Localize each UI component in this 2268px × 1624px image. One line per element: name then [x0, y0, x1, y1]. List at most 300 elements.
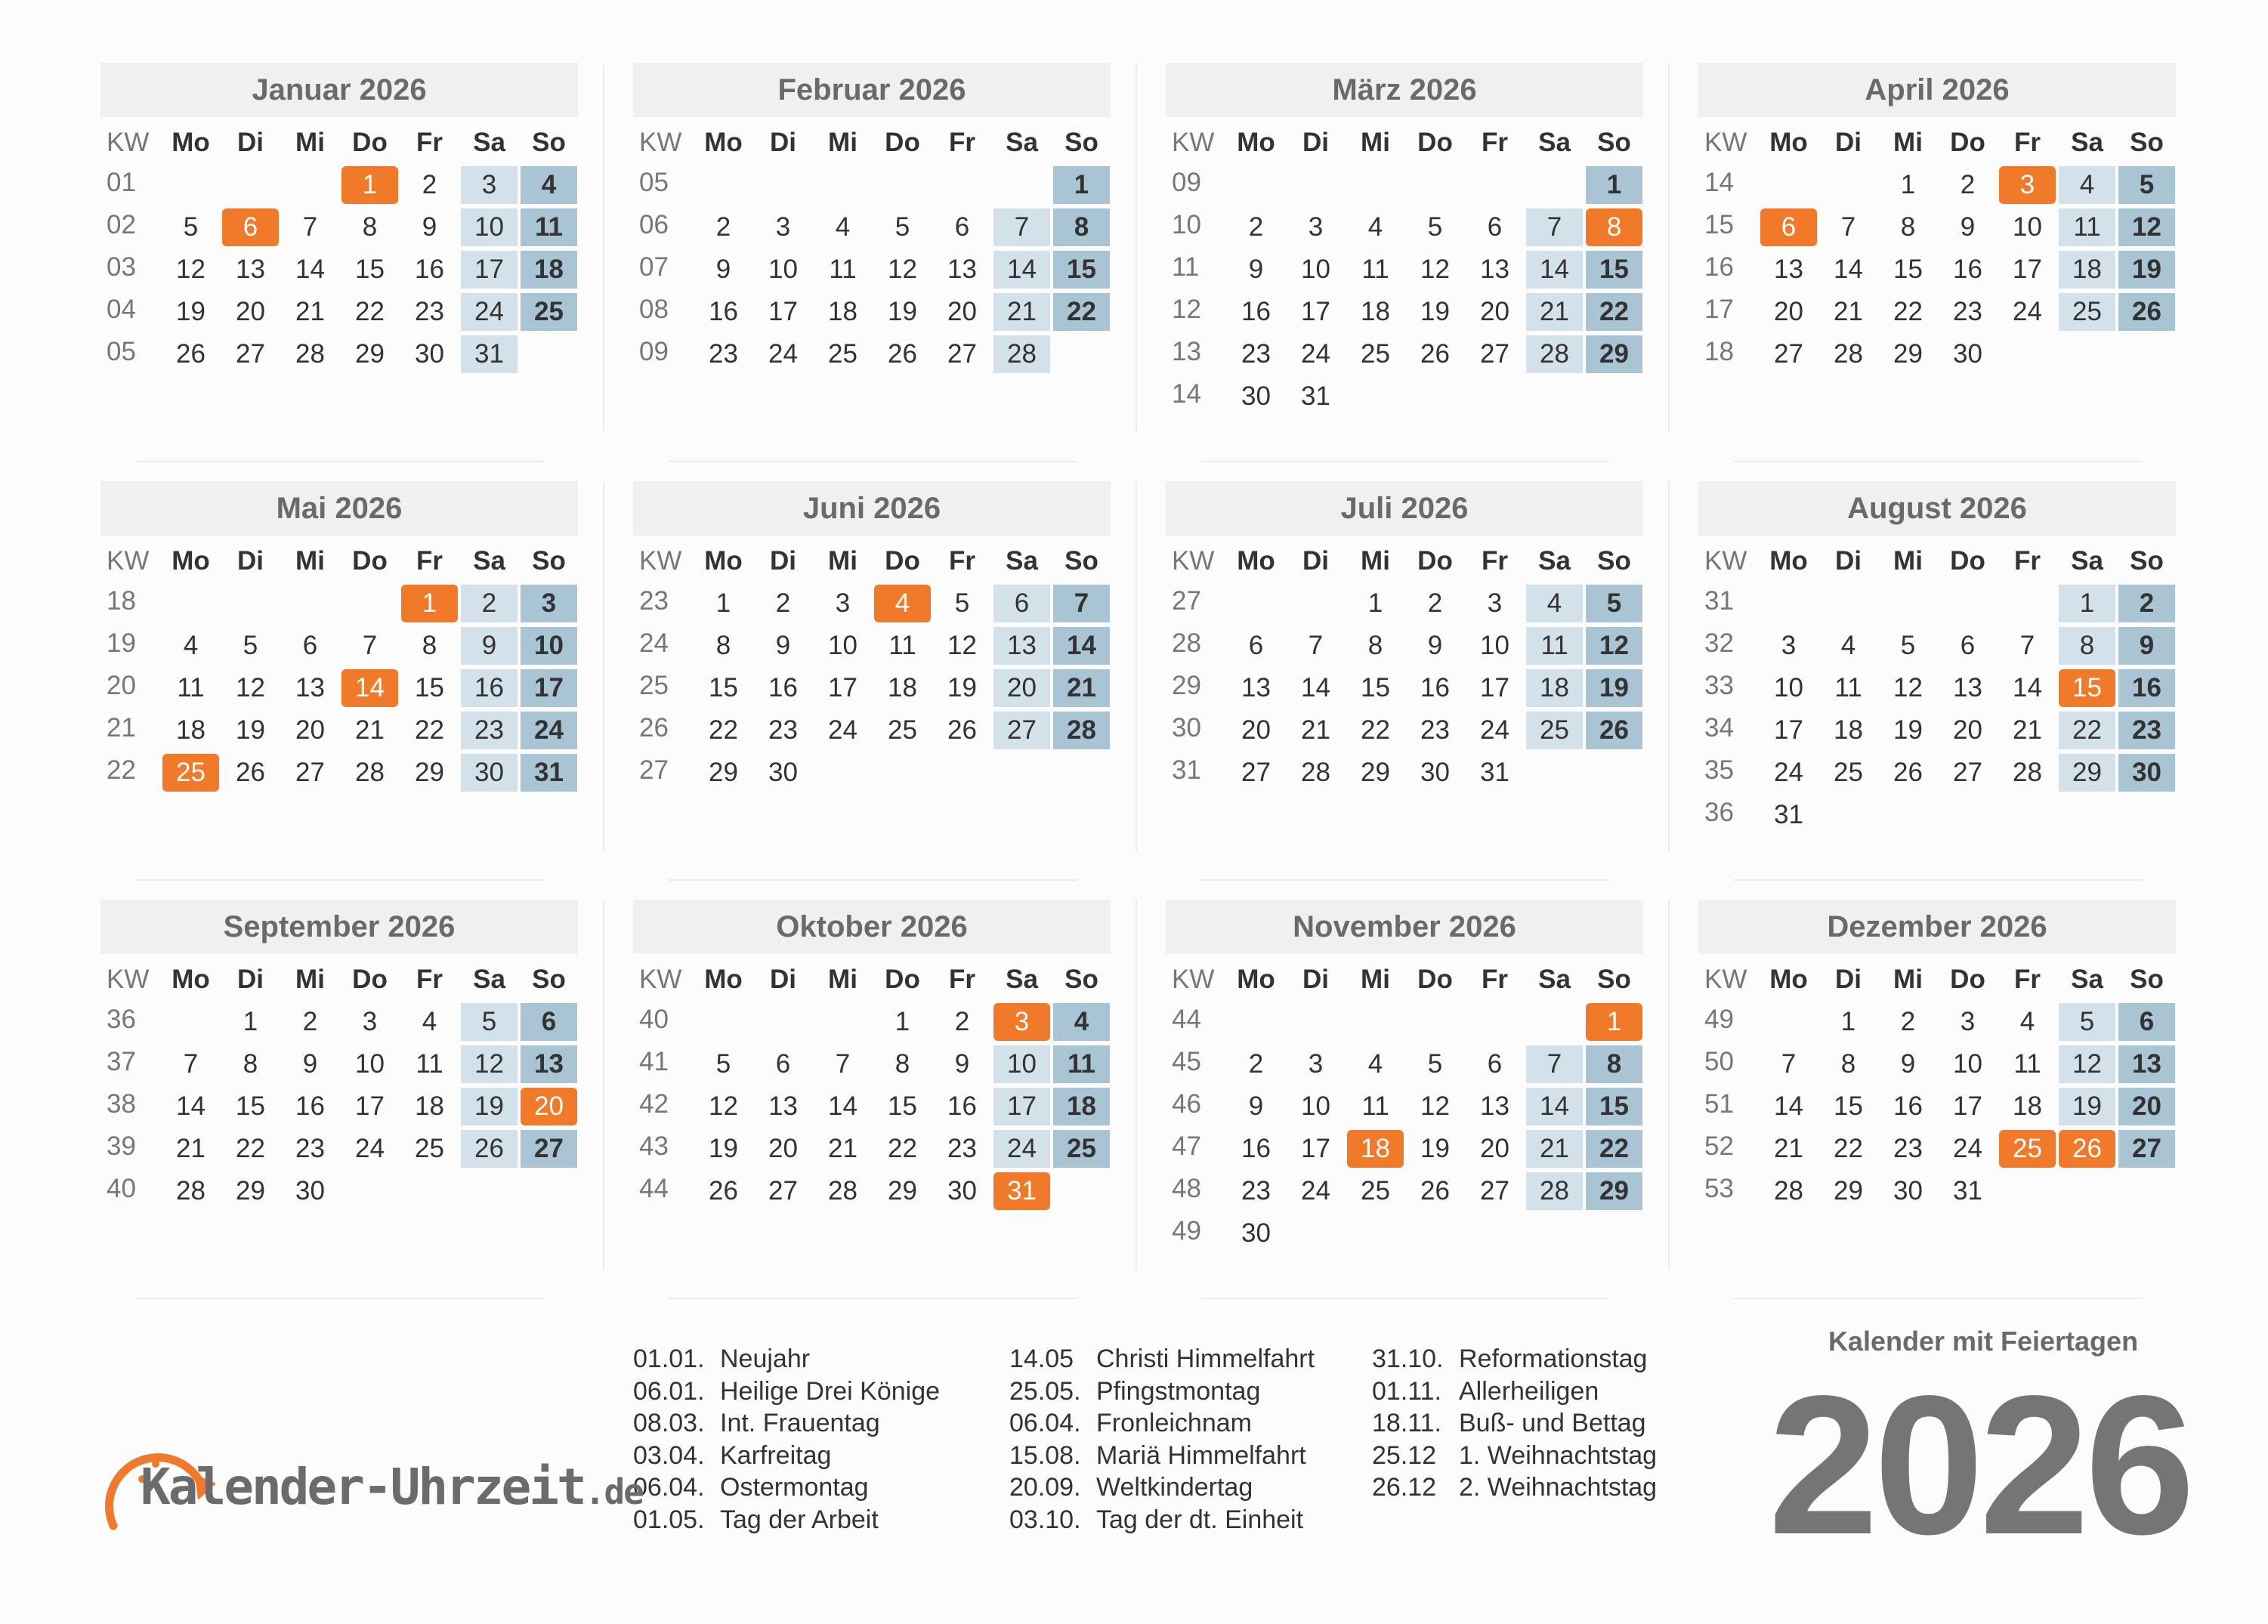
weekday-header: Di: [1835, 128, 1862, 157]
holiday-entry: [633, 1471, 940, 1504]
holiday-entry: [1009, 1504, 1315, 1536]
week-number: 06: [639, 210, 669, 239]
column-divider: [1136, 900, 1137, 1270]
day-cell: 19: [236, 715, 265, 745]
empty-day-cell: [873, 164, 932, 206]
day-cell: 19: [1584, 667, 1644, 709]
day-cell: 9: [715, 255, 731, 284]
weekday-header: Mo: [704, 965, 743, 994]
empty-day-cell: [161, 582, 221, 625]
holiday-name: 1. Weihnachtstag: [1459, 1440, 1658, 1470]
weekday-header: So: [1597, 546, 1631, 576]
week-number-header: KW: [107, 128, 150, 157]
empty-day-cell: [1759, 582, 1818, 625]
week-number: 47: [1172, 1132, 1201, 1161]
row-divider: [1201, 1298, 1609, 1299]
week-number: 53: [1704, 1174, 1734, 1203]
day-cell: 8: [243, 1049, 258, 1079]
day-cell: 15: [1834, 1091, 1863, 1121]
weekday-header: Do: [885, 965, 920, 994]
day-cell: 4: [1367, 1049, 1383, 1079]
day-cell: 8: [1584, 1043, 1644, 1085]
empty-day-cell: [280, 582, 340, 625]
day-cell: 6: [1248, 631, 1264, 660]
empty-day-cell: [1938, 794, 1998, 836]
weekday-header: Mo: [1769, 546, 1808, 576]
day-cell: 11: [1052, 1043, 1111, 1085]
holiday-day-cell: 6: [221, 206, 280, 249]
day-cell: 21: [176, 1134, 205, 1163]
day-cell: 13: [1480, 255, 1509, 284]
empty-day-cell: [1346, 1001, 1405, 1043]
week-number: 14: [1172, 379, 1201, 409]
day-cell: 10: [1301, 1091, 1330, 1121]
weekday-header: Do: [1417, 965, 1453, 994]
day-cell: 9: [775, 631, 791, 660]
holiday-day-cell: 25: [161, 752, 221, 794]
day-cell: 21: [1301, 715, 1330, 745]
week-number: 19: [107, 628, 136, 658]
week-number: 11: [1172, 252, 1200, 282]
week-number-header: KW: [1172, 546, 1215, 576]
month-title: April 2026: [1698, 63, 2176, 117]
day-cell: 2: [1248, 1049, 1264, 1079]
holiday-date: 03.10.: [1009, 1505, 1081, 1534]
day-cell: 10: [768, 255, 798, 284]
day-cell: 29: [1834, 1176, 1863, 1206]
holiday-date: 06.04.: [633, 1473, 705, 1502]
day-cell: 8: [895, 1049, 910, 1079]
day-cell: 16: [1420, 673, 1450, 702]
day-cell: 8: [1900, 212, 1916, 242]
holiday-entry: [633, 1504, 940, 1536]
day-cell: 28: [1834, 339, 1863, 369]
day-cell: 1: [1584, 164, 1644, 206]
day-cell: 7: [835, 1049, 851, 1079]
day-cell: 7: [183, 1049, 199, 1079]
day-cell: 29: [1584, 333, 1644, 375]
holiday-entry: [1372, 1375, 1657, 1408]
day-cell: 6: [954, 212, 970, 242]
day-cell: 30: [1241, 1218, 1271, 1248]
day-cell: 11: [177, 673, 205, 702]
day-cell: 12: [176, 255, 205, 284]
holiday-day-cell: 3: [1998, 164, 2057, 206]
day-cell: 17: [355, 1091, 385, 1121]
holiday-entry: [633, 1407, 940, 1440]
weekday-header: Fr: [2014, 546, 2041, 576]
day-cell: 28: [2013, 758, 2042, 787]
empty-day-cell: [1584, 752, 1644, 794]
empty-day-cell: [1525, 164, 1584, 206]
day-cell: 21: [992, 291, 1052, 333]
week-number: 22: [107, 755, 136, 785]
day-cell: 22: [709, 715, 738, 745]
day-cell: 2: [2117, 582, 2177, 625]
holiday-name: Tag der dt. Einheit: [1096, 1505, 1304, 1534]
weekday-header: Mi: [1893, 128, 1923, 157]
week-number: 50: [1704, 1047, 1734, 1076]
day-cell: 10: [355, 1049, 385, 1079]
day-cell: 8: [1367, 631, 1383, 660]
day-cell: 20: [236, 297, 265, 326]
holiday-date: 14.05: [1009, 1345, 1074, 1373]
month-title: Dezember 2026: [1698, 900, 2176, 954]
week-number: 09: [639, 337, 669, 366]
weekday-header: Mo: [704, 546, 743, 576]
holiday-date: 06.04.: [1009, 1409, 1081, 1437]
weekday-header: Mo: [171, 128, 210, 157]
day-cell: 2: [422, 170, 437, 199]
weekday-header: Di: [237, 546, 264, 576]
day-cell: 10: [1953, 1049, 1982, 1079]
week-number-header: KW: [1704, 546, 1747, 576]
day-cell: 30: [1953, 339, 1982, 369]
holiday-entry: [1009, 1440, 1315, 1472]
day-cell: 16: [709, 297, 738, 326]
empty-day-cell: [459, 1170, 519, 1212]
holiday-date: 01.11.: [1372, 1376, 1442, 1406]
empty-day-cell: [1525, 752, 1584, 794]
day-cell: 24: [1774, 758, 1803, 787]
day-cell: 26: [2117, 291, 2177, 333]
empty-day-cell: [400, 1170, 459, 1212]
day-cell: 9: [459, 625, 519, 667]
day-cell: 19: [1420, 1134, 1450, 1163]
day-cell: 28: [1525, 1170, 1584, 1212]
day-cell: 19: [1893, 715, 1923, 745]
week-number: 46: [1172, 1089, 1201, 1119]
day-cell: 1: [1367, 588, 1383, 618]
day-cell: 29: [1584, 1170, 1644, 1212]
month-title: August 2026: [1698, 481, 2176, 536]
week-number-header: KW: [1172, 965, 1215, 994]
weekday-header: Sa: [2071, 965, 2103, 994]
month-10: [633, 900, 1111, 1212]
week-number-header: KW: [1172, 128, 1215, 157]
weekday-header: Mi: [1361, 965, 1390, 994]
day-cell: 15: [236, 1091, 265, 1121]
day-cell: 3: [835, 588, 851, 618]
day-cell: 5: [1584, 582, 1644, 625]
day-cell: 11: [2013, 1049, 2041, 1079]
day-cell: 13: [1953, 673, 1982, 702]
weekday-header: Do: [1950, 128, 1985, 157]
column-divider: [1136, 481, 1137, 851]
weekday-header: Fr: [949, 128, 975, 157]
day-cell: 28: [355, 758, 385, 787]
day-cell: 13: [1241, 673, 1271, 702]
day-cell: 24: [1480, 715, 1509, 745]
weekday-header: Di: [237, 965, 264, 994]
holiday-entry: [1009, 1471, 1315, 1504]
day-cell: 10: [1301, 255, 1330, 284]
day-cell: 19: [2057, 1085, 2117, 1128]
week-number: 21: [107, 713, 136, 743]
day-cell: 2: [1900, 1007, 1916, 1036]
weekday-header: Do: [1950, 965, 1985, 994]
day-cell: 5: [1427, 212, 1443, 242]
empty-day-cell: [1052, 333, 1111, 375]
holiday-day-cell: 6: [1759, 206, 1818, 249]
day-cell: 14: [176, 1091, 205, 1121]
day-cell: 20: [1241, 715, 1271, 745]
day-cell: 22: [888, 1134, 917, 1163]
day-cell: 7: [992, 206, 1052, 249]
week-number: 05: [639, 168, 669, 197]
row-divider: [136, 1298, 544, 1299]
holiday-date: 01.01.: [633, 1345, 705, 1373]
day-cell: 29: [709, 758, 738, 787]
day-cell: 17: [1480, 673, 1509, 702]
day-cell: 23: [1953, 297, 1982, 326]
empty-day-cell: [1998, 1170, 2057, 1212]
weekday-header: So: [532, 128, 566, 157]
day-cell: 13: [519, 1043, 579, 1085]
day-cell: 28: [828, 1176, 857, 1206]
holiday-day-cell: 8: [1584, 206, 1644, 249]
day-cell: 24: [992, 1128, 1052, 1170]
day-cell: 27: [1480, 1176, 1509, 1206]
big-year: 2026: [1768, 1354, 2191, 1576]
day-cell: 16: [1241, 1134, 1271, 1163]
weekday-header: Di: [770, 128, 796, 157]
empty-day-cell: [753, 164, 813, 206]
weekday-header: Sa: [2071, 546, 2103, 576]
day-cell: 2: [1248, 212, 1264, 242]
day-cell: 27: [1241, 758, 1271, 787]
empty-day-cell: [1818, 582, 1878, 625]
week-number: 48: [1172, 1174, 1201, 1203]
day-cell: 17: [768, 297, 798, 326]
weekday-header: Sa: [473, 546, 505, 576]
empty-day-cell: [813, 752, 873, 794]
empty-day-cell: [1405, 1001, 1465, 1043]
day-cell: 11: [1525, 625, 1584, 667]
week-number: 18: [1704, 337, 1734, 366]
empty-day-cell: [221, 164, 280, 206]
week-number: 44: [1172, 1005, 1201, 1034]
day-cell: 26: [709, 1176, 738, 1206]
day-cell: 30: [2117, 752, 2177, 794]
day-cell: 8: [715, 631, 731, 660]
weekday-header: Di: [237, 128, 264, 157]
week-number: 13: [1172, 337, 1201, 366]
holiday-date: 31.10.: [1372, 1345, 1444, 1373]
holiday-name: Fronleichnam: [1096, 1409, 1252, 1437]
month-grid: [100, 540, 578, 794]
day-cell: 15: [1052, 249, 1111, 291]
day-cell: 18: [2057, 249, 2117, 291]
day-cell: 29: [236, 1176, 265, 1206]
day-cell: 2: [1960, 170, 1976, 199]
day-cell: 7: [1052, 582, 1111, 625]
holiday-day-cell: 20: [519, 1085, 579, 1128]
month-grid: [100, 959, 578, 1212]
day-cell: 5: [954, 588, 970, 618]
month-title: Mai 2026: [100, 481, 578, 536]
day-cell: 16: [2117, 667, 2177, 709]
day-cell: 15: [1584, 1085, 1644, 1128]
day-cell: 12: [709, 1091, 738, 1121]
day-cell: 1: [1900, 170, 1916, 199]
week-number: 40: [107, 1174, 136, 1203]
day-cell: 11: [416, 1049, 443, 1079]
column-divider: [1668, 481, 1670, 851]
day-cell: 28: [1052, 709, 1111, 752]
weekday-header: Di: [1835, 546, 1862, 576]
day-cell: 4: [183, 631, 199, 660]
day-cell: 25: [2057, 291, 2117, 333]
day-cell: 18: [176, 715, 205, 745]
day-cell: 18: [415, 1091, 444, 1121]
holiday-day-cell: 14: [340, 667, 400, 709]
week-number: 49: [1704, 1005, 1734, 1034]
day-cell: 15: [1584, 249, 1644, 291]
holiday-day-cell: 25: [1998, 1128, 2057, 1170]
month-grid: [1166, 540, 1643, 794]
day-cell: 4: [422, 1007, 437, 1036]
day-cell: 15: [415, 673, 444, 702]
column-divider: [603, 481, 604, 851]
holiday-date: 20.09.: [1009, 1473, 1081, 1502]
weekday-header: So: [2130, 965, 2164, 994]
day-cell: 27: [1953, 758, 1982, 787]
day-cell: 1: [2057, 582, 2117, 625]
month-5: [100, 481, 578, 794]
weekday-header: So: [532, 965, 566, 994]
day-cell: 21: [1525, 1128, 1584, 1170]
weekday-header: Fr: [949, 965, 975, 994]
day-cell: 30: [1241, 381, 1271, 411]
row-divider: [1734, 461, 2142, 462]
holiday-day-cell: 31: [992, 1170, 1052, 1212]
weekday-header: Mo: [1769, 128, 1808, 157]
week-number-header: KW: [639, 128, 682, 157]
day-cell: 17: [1774, 715, 1803, 745]
column-divider: [1136, 63, 1137, 433]
day-cell: 12: [2057, 1043, 2117, 1085]
weekday-header: Mi: [295, 546, 325, 576]
empty-day-cell: [2117, 794, 2177, 836]
weekday-header: So: [532, 546, 566, 576]
day-cell: 6: [1487, 1049, 1503, 1079]
empty-day-cell: [1346, 1212, 1405, 1255]
holiday-day-cell: 1: [1584, 1001, 1644, 1043]
day-cell: 20: [947, 297, 977, 326]
day-cell: 21: [295, 297, 325, 326]
empty-day-cell: [1286, 1212, 1346, 1255]
empty-day-cell: [1346, 375, 1405, 418]
weekday-header: Mo: [704, 128, 743, 157]
day-cell: 19: [947, 673, 977, 702]
day-cell: 11: [888, 631, 916, 660]
week-number: 52: [1704, 1132, 1734, 1161]
month-9: [100, 900, 578, 1212]
empty-day-cell: [1998, 333, 2057, 375]
day-cell: 7: [302, 212, 318, 242]
empty-day-cell: [1052, 752, 1111, 794]
empty-day-cell: [753, 1001, 813, 1043]
day-cell: 14: [1052, 625, 1111, 667]
day-cell: 14: [1834, 255, 1863, 284]
month-grid: [1166, 122, 1643, 418]
day-cell: 11: [1834, 673, 1862, 702]
empty-day-cell: [2057, 1170, 2117, 1212]
day-cell: 9: [1248, 255, 1264, 284]
holiday-name: Karfreitag: [720, 1440, 832, 1470]
day-cell: 12: [1420, 1091, 1450, 1121]
day-cell: 7: [362, 631, 378, 660]
day-cell: 23: [1893, 1134, 1923, 1163]
month-grid: [1698, 959, 2176, 1212]
day-cell: 22: [1361, 715, 1390, 745]
weekday-header: Do: [352, 965, 388, 994]
empty-day-cell: [1465, 1212, 1525, 1255]
week-number: 36: [1704, 798, 1734, 827]
weekday-header: So: [1064, 965, 1098, 994]
empty-day-cell: [1465, 164, 1525, 206]
day-cell: 16: [1953, 255, 1982, 284]
holiday-name: Weltkindertag: [1096, 1473, 1253, 1502]
day-cell: 2: [459, 582, 519, 625]
holiday-entry: [1372, 1440, 1657, 1472]
holiday-day-cell: 1: [340, 164, 400, 206]
weekday-header: Fr: [1482, 128, 1508, 157]
day-cell: 12: [236, 673, 265, 702]
day-cell: 10: [1480, 631, 1509, 660]
empty-day-cell: [2117, 1170, 2177, 1212]
holiday-date: 18.11.: [1372, 1409, 1442, 1437]
day-cell: 30: [459, 752, 519, 794]
logo-wordmark: Kalender-Uhrzeit.de: [141, 1458, 643, 1516]
day-cell: 12: [1420, 255, 1450, 284]
empty-day-cell: [694, 164, 753, 206]
day-cell: 26: [888, 339, 917, 369]
day-cell: 20: [295, 715, 325, 745]
month-11: [1166, 900, 1643, 1255]
week-number: 31: [1172, 755, 1201, 785]
weekday-header: Fr: [2014, 128, 2041, 157]
day-cell: 7: [1840, 212, 1856, 242]
row-divider: [136, 461, 544, 462]
day-cell: 16: [1893, 1091, 1923, 1121]
day-cell: 3: [1781, 631, 1797, 660]
holiday-date: 25.12: [1372, 1440, 1437, 1470]
day-cell: 24: [1953, 1134, 1982, 1163]
holiday-name: Buß- und Bettag: [1459, 1409, 1646, 1437]
empty-day-cell: [1878, 794, 1938, 836]
day-cell: 24: [768, 339, 798, 369]
week-number: 01: [107, 168, 136, 197]
weekday-header: So: [1064, 128, 1098, 157]
day-cell: 20: [1953, 715, 1982, 745]
day-cell: 24: [1301, 1176, 1330, 1206]
day-cell: 1: [895, 1007, 910, 1036]
day-cell: 8: [422, 631, 437, 660]
weekday-header: Sa: [1538, 965, 1571, 994]
day-cell: 5: [459, 1001, 519, 1043]
empty-day-cell: [2057, 794, 2117, 836]
weekday-header: Di: [770, 546, 796, 576]
day-cell: 8: [2057, 625, 2117, 667]
day-cell: 29: [888, 1176, 917, 1206]
week-number: 23: [639, 586, 669, 616]
empty-day-cell: [813, 164, 873, 206]
brand-logo[interactable]: [89, 1428, 643, 1541]
weekday-header: Mo: [1769, 965, 1808, 994]
weekday-header: Sa: [1538, 546, 1571, 576]
